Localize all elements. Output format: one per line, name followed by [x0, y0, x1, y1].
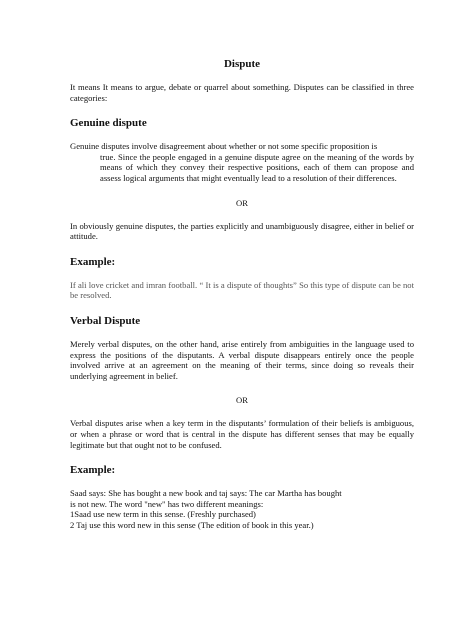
genuine-dispute-paragraph — [70, 141, 414, 183]
verbal-dispute-paragraph-2 — [70, 418, 414, 450]
page-title: Dispute — [223, 58, 261, 70]
genuine-dispute-text-rest: true. Since the people engaged in a genuine dispute agree on the meaning of the words by means of which they convey their respective positions, each of them can propose and assess logical arguments that might eventually lead to a resolution of their differences. — [100, 151, 414, 183]
genuine-dispute-text-first: Genuine disputes involve disagreement about whether or not some specific proposition is — [70, 141, 378, 152]
example-1-text: If ali love cricket and imran football. “ It is a dispute of thoughts” So this type of dispute can be not be resolved. — [70, 279, 414, 301]
verbal-dispute-text-2: Verbal disputes arise when a key term in the disputants’ formulation of their beliefs is ambiguous, or when a phrase or word that is central in the dispute has different senses that may be equally legitimate but that ought not to be confused. — [70, 418, 414, 450]
example-2-line: 2 Taj use this word new in this sense (The edition of book in this year.) — [70, 519, 314, 530]
example-2-line: 1Saad use new term in this sense. (Freshly purchased) — [70, 509, 256, 520]
example-2-heading: Example: — [70, 464, 116, 477]
verbal-dispute-text: Merely verbal disputes, on the other hand, arise entirely from ambiguities in the language used to express the positions of the disputants. A verbal dispute disappears entirely once the people involved arrive at an agreement on the meaning of their terms, since doing so reveals their underlying agreement in belief. — [70, 338, 414, 381]
verbal-dispute-paragraph — [70, 339, 414, 381]
genuine-dispute-paragraph-2 — [70, 221, 414, 242]
example-1-heading: Example: — [70, 255, 116, 268]
or-separator-1: OR — [236, 197, 248, 208]
genuine-dispute-text-2: In obviously genuine disputes, the parties explicitly and unambiguously disagree, either in belief or attitude. — [70, 220, 414, 242]
genuine-dispute-heading: Genuine dispute — [70, 117, 147, 130]
intro-text: It means It means to argue, debate or quarrel about something. Disputes can be classified in three categories: — [70, 82, 414, 103]
example-2-line: Saad says: She has bought a new book and taj says: The car Martha has bought — [70, 488, 342, 499]
intro-paragraph — [70, 82, 414, 103]
or-separator-2: OR — [236, 395, 248, 406]
example-2-line: is not new. The word "new" has two different meanings: — [70, 498, 264, 509]
example-1-paragraph — [70, 280, 414, 301]
example-2-paragraph — [70, 488, 414, 530]
verbal-dispute-heading: Verbal Dispute — [70, 314, 141, 327]
